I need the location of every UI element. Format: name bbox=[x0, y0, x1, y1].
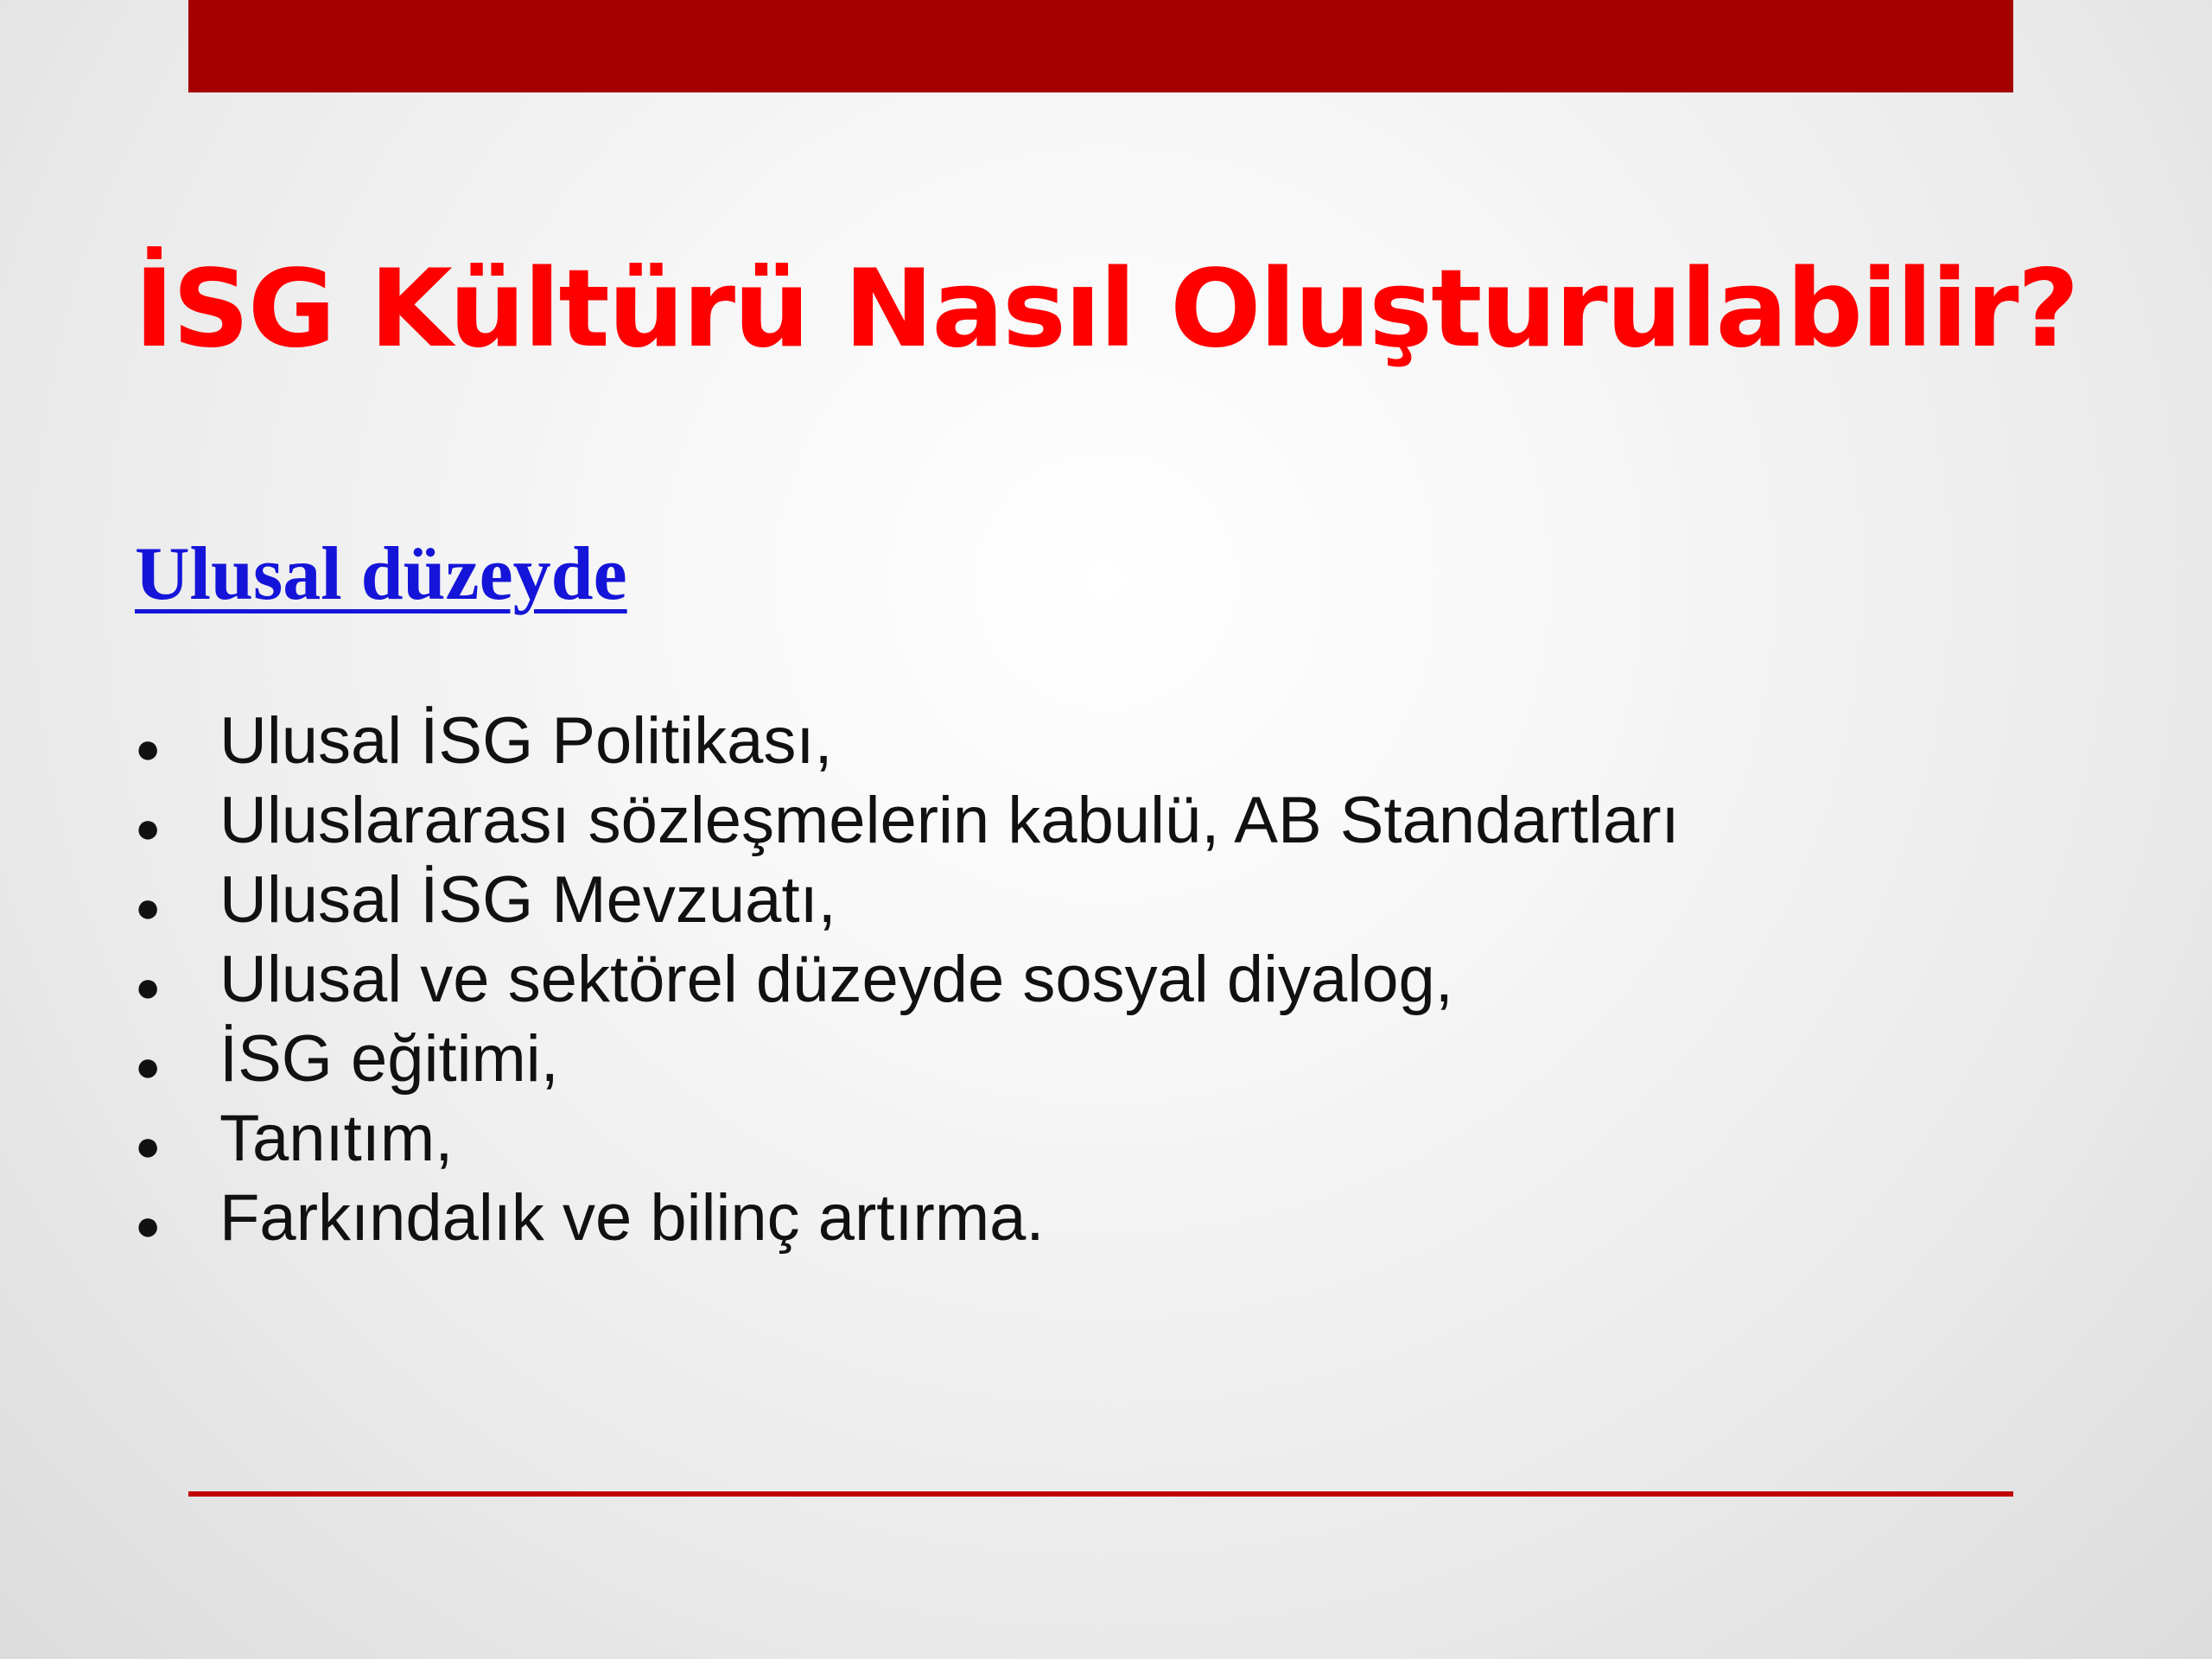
bullet-icon: ● bbox=[135, 883, 162, 931]
list-item bbox=[135, 781, 1680, 861]
top-accent-bar bbox=[188, 0, 2013, 92]
list-item-text: Tanıtım, bbox=[219, 1102, 454, 1175]
list-item bbox=[135, 940, 1680, 1020]
list-item-text: Ulusal İSG Politikası, bbox=[219, 704, 833, 778]
list-item bbox=[135, 1020, 1680, 1099]
bullet-icon: ● bbox=[135, 1122, 162, 1170]
list-item-text: Ulusal ve sektörel düzeyde sosyal diyalog, bbox=[219, 943, 1453, 1016]
section-heading: Ulusal düzeyde bbox=[135, 532, 627, 616]
list-item-text: İSG eğitimi, bbox=[219, 1022, 559, 1096]
list-item-text: Ulusal İSG Mevzuatı, bbox=[219, 863, 836, 937]
slide-title: İSG Kültürü Nasıl Oluşturulabilir? bbox=[134, 247, 2078, 372]
bullet-icon: ● bbox=[135, 724, 162, 772]
list-item-text: Farkındalık ve bilinç artırma. bbox=[219, 1181, 1045, 1255]
list-item bbox=[135, 1179, 1680, 1258]
bullet-icon: ● bbox=[135, 1042, 162, 1090]
list-item bbox=[135, 702, 1680, 781]
bullet-icon: ● bbox=[135, 804, 162, 852]
list-item-text: Uluslararası sözleşmelerin kabulü, AB Standartları bbox=[219, 784, 1680, 857]
list-item bbox=[135, 861, 1680, 940]
bullet-list bbox=[135, 702, 1680, 1258]
list-item bbox=[135, 1099, 1680, 1179]
bullet-icon: ● bbox=[135, 963, 162, 1011]
bottom-divider-line bbox=[188, 1491, 2013, 1497]
bullet-icon: ● bbox=[135, 1201, 162, 1249]
